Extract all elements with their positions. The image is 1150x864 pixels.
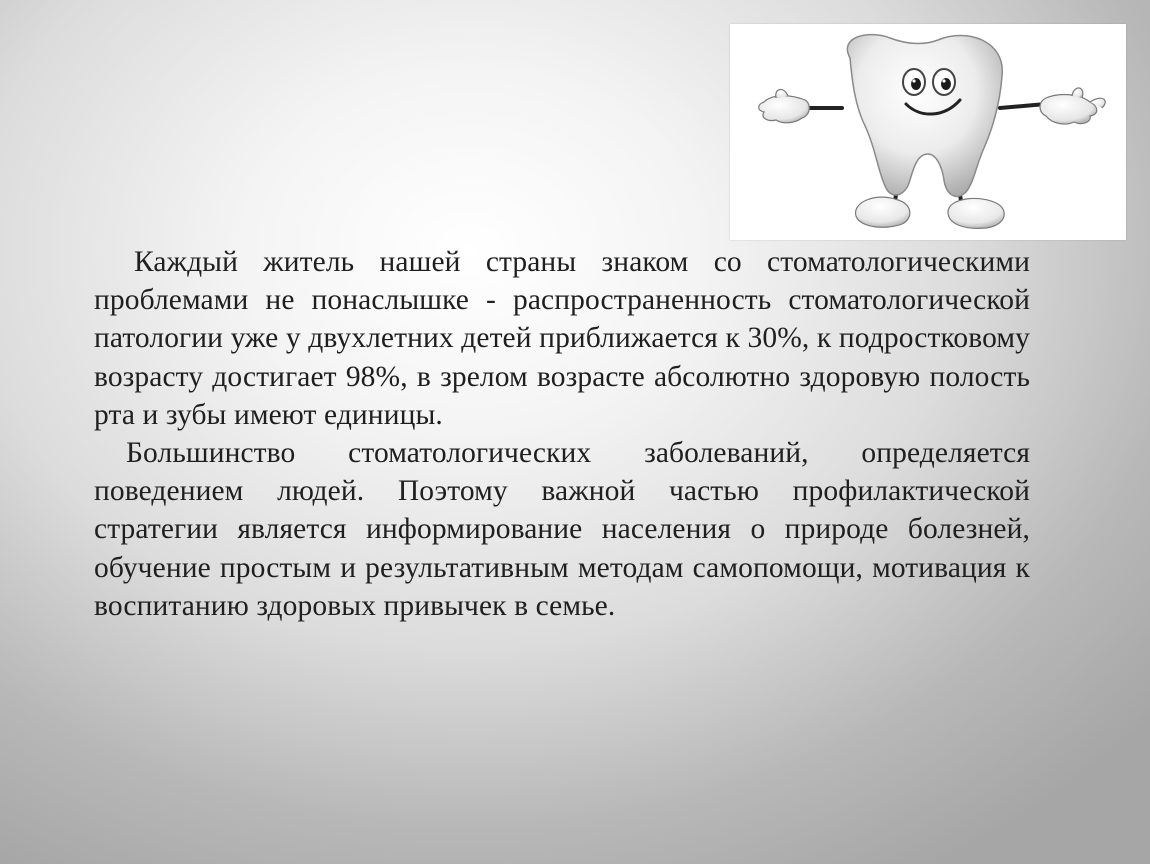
cartoon-tooth-icon (730, 24, 1126, 240)
tooth-illustration (730, 24, 1126, 240)
right-hand (1040, 88, 1105, 124)
left-hand (759, 89, 810, 122)
right-shoe (948, 198, 1004, 228)
left-shoe (856, 197, 910, 227)
right-arm (1000, 104, 1046, 108)
tooth-body (847, 35, 1002, 197)
left-eye (903, 69, 925, 95)
paragraph-prevalence: Каждый житель нашей страны знаком со стоматологическими проблемами не понаслышке - распространенность стоматологической патологии уже у двухлетних детей приближается к 30%, к подростковому возрасту достигает 98%, в зрелом возрасте абсолютно здоровую полость рта и зубы имеют единицы. (94, 246, 1030, 431)
body-text (94, 243, 1030, 625)
right-eye (933, 69, 955, 95)
paragraph-prevention: Большинство стоматологических заболеваний, определяется поведением людей. Поэтому важной частью профилактической стратегии является информирование населения о природе болезней, обучение простым и результативным методам самопомощи, мотивация к воспитанию здоровых привычек в семье. (94, 437, 1030, 622)
